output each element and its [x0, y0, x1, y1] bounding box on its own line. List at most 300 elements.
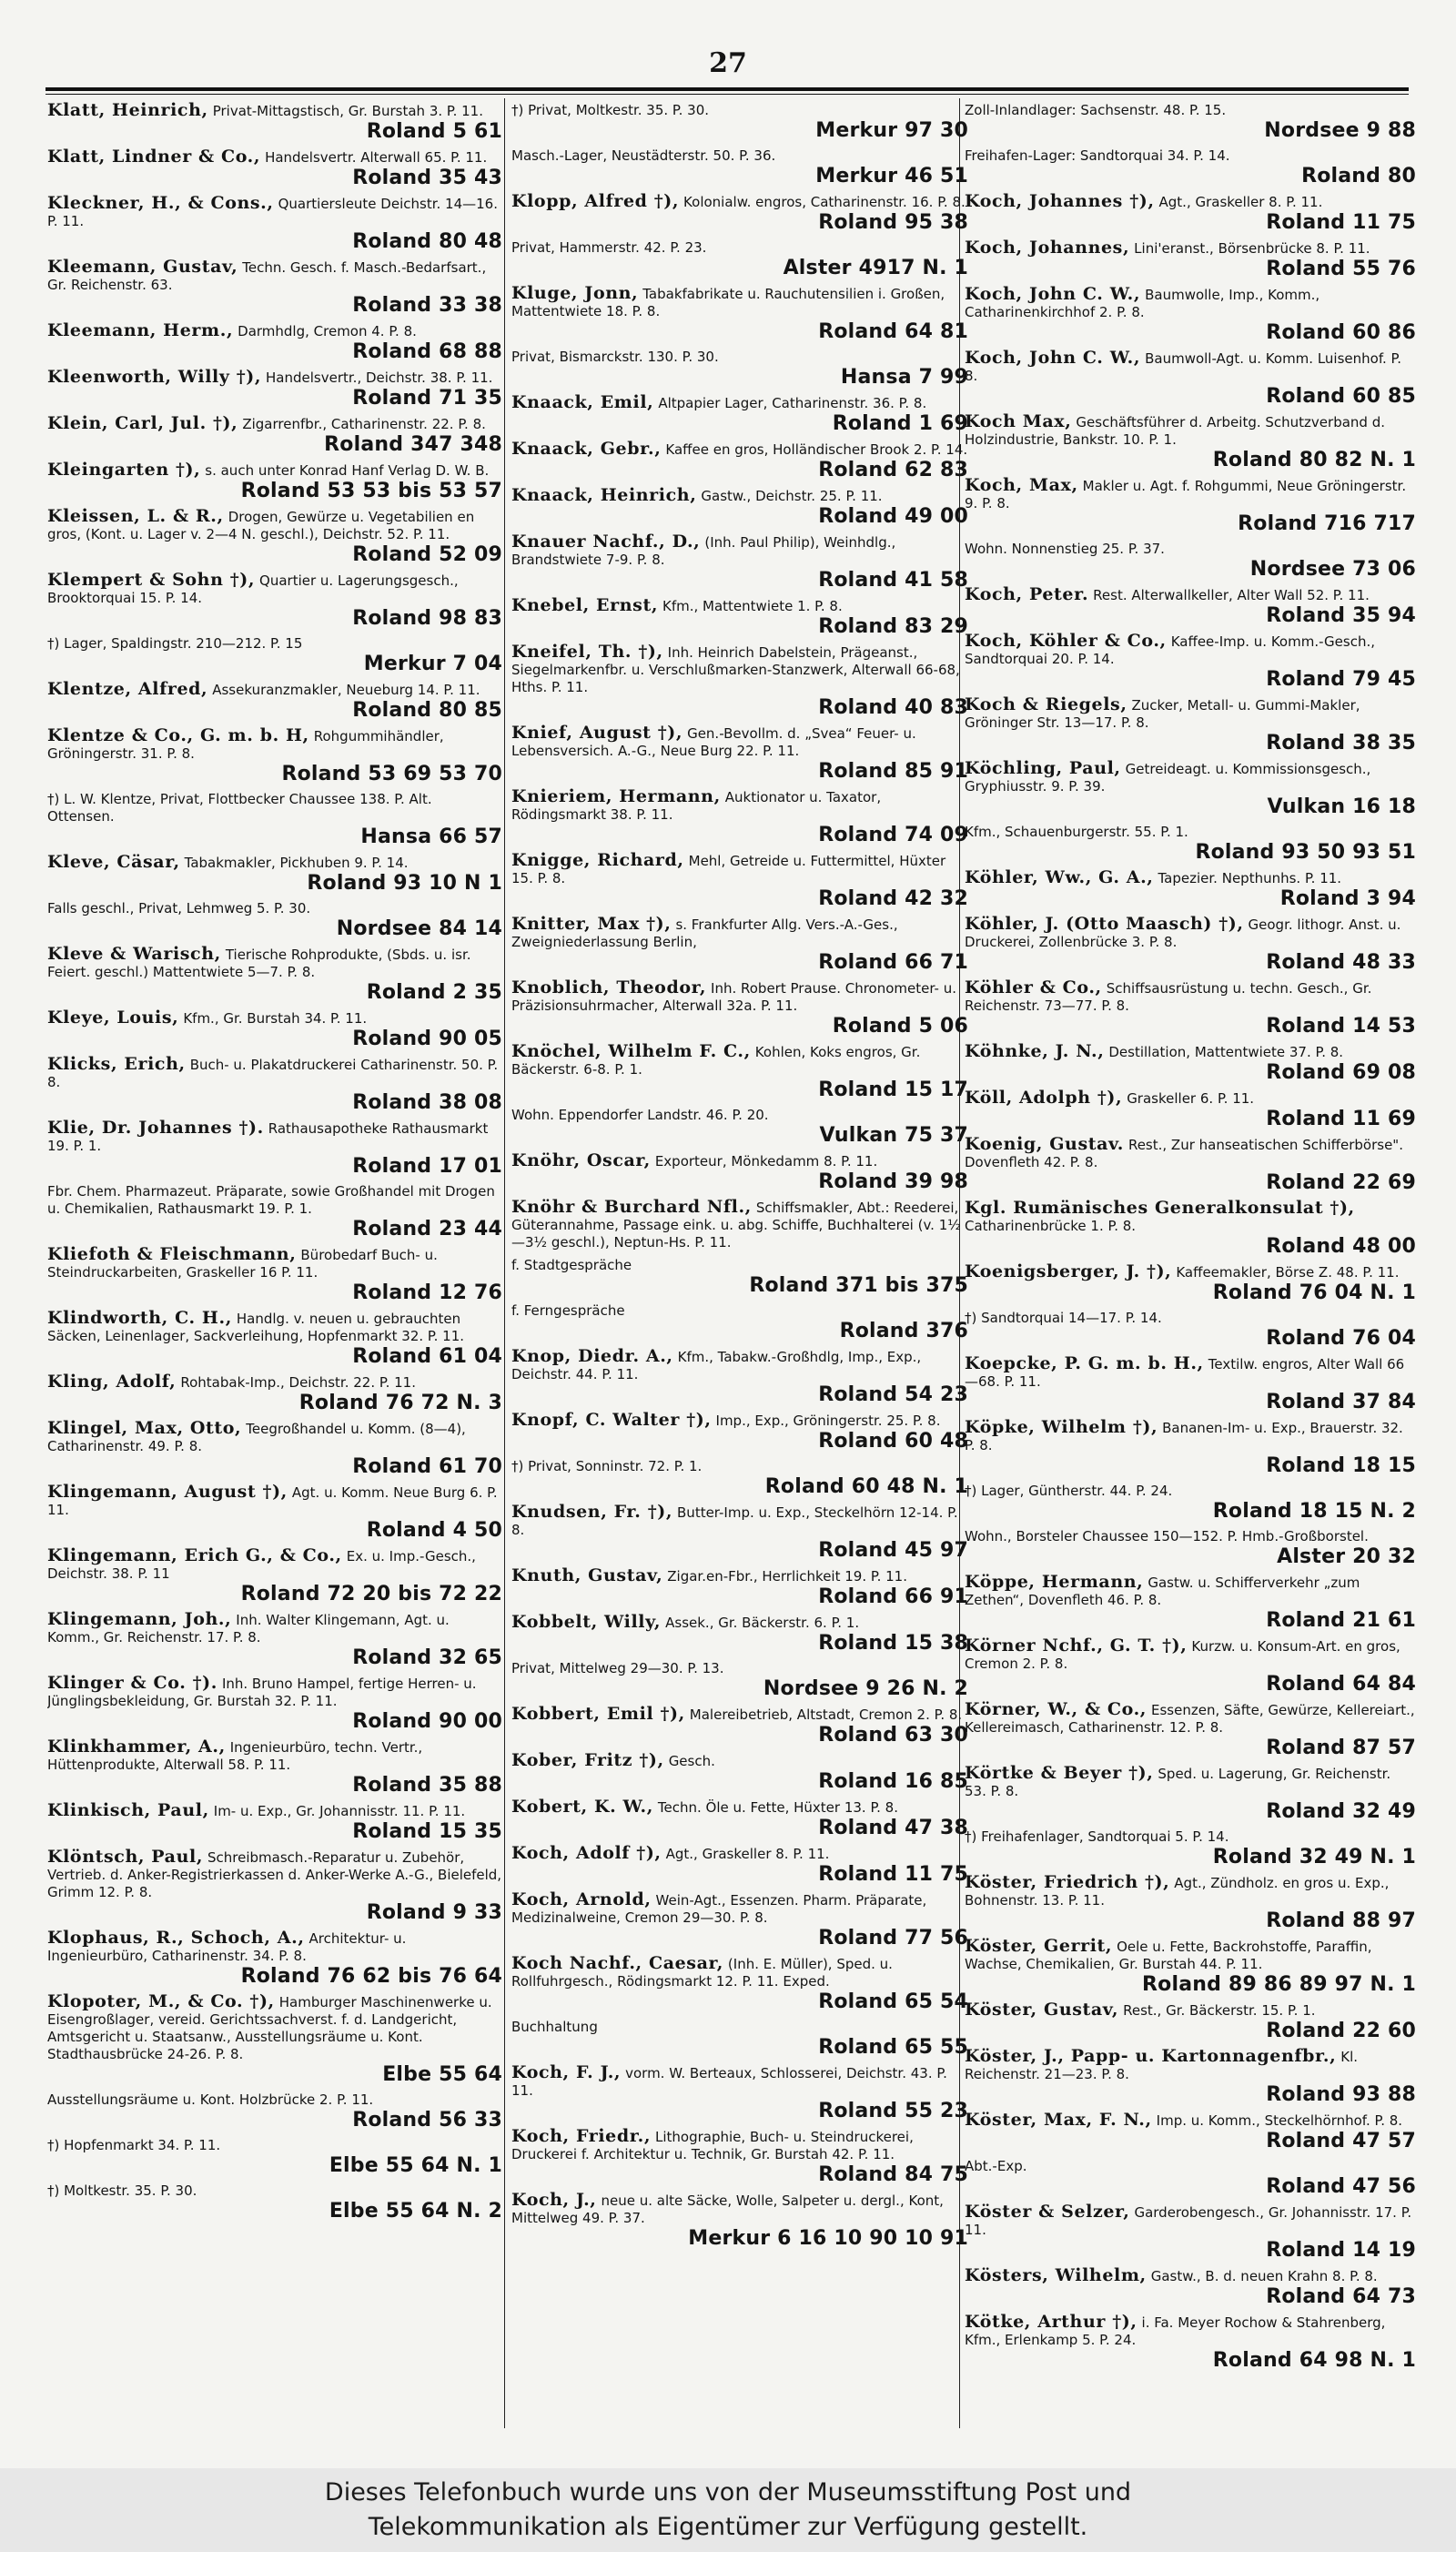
column-3: [965, 102, 1416, 2432]
phone-number: Roland 60 86: [1266, 321, 1416, 344]
entry-name: Koch, Max,: [965, 475, 1078, 495]
entry-name: Klinkisch, Paul,: [47, 1800, 209, 1820]
entry-details: Agt., Graskeller 8. P. 11.: [1158, 194, 1323, 210]
entry-line: [47, 1802, 502, 1820]
directory-entry: [965, 2203, 1416, 2262]
entry-details: Garderobengesch., Gr. Johannisstr. 17. P. 11.: [965, 2204, 1412, 2238]
phone-number: Roland 74 09: [818, 824, 968, 846]
phone-number: Roland 66 71: [818, 951, 968, 974]
entry-line: [965, 696, 1416, 732]
phone-number: Roland 347 348: [324, 433, 502, 456]
phone-number: Roland 76 72 N. 3: [298, 1392, 502, 1414]
phone-number: Roland 80 85: [352, 699, 502, 722]
entry-name: Knuth, Gustav,: [511, 1565, 663, 1585]
phone-number: Roland 72 20 bis 72 22: [240, 1583, 502, 1605]
entry-details: Makler u. Agt. f. Rohgummi, Neue Gröningerstr. 9. P. 8.: [965, 478, 1407, 511]
directory-entry: [965, 286, 1416, 344]
entry-line: [965, 1419, 1416, 1454]
entry-line: [965, 477, 1416, 512]
entry-details: Buchhaltung: [511, 2019, 598, 2035]
entry-line: [965, 979, 1416, 1015]
entry-details: Agt., Zündholz. en gros u. Exp., Bohnenstr. 13. P. 11.: [965, 1875, 1390, 1909]
entry-line: [47, 148, 502, 167]
entry-name: Koch, Adolf †),: [511, 1843, 662, 1863]
entry-name: Knoblich, Theodor,: [511, 977, 707, 998]
entry-line: [965, 869, 1416, 887]
directory-entry: [47, 635, 502, 675]
entry-details: Wohn., Borsteler Chaussee 150—152. P. Hmb.-Großborstel.: [965, 1528, 1369, 1544]
directory-entry: [47, 1848, 502, 1924]
entry-name: Köchling, Paul,: [965, 758, 1121, 778]
entry-name: Knieriem, Hermann,: [511, 786, 721, 806]
entry-line: [47, 946, 502, 981]
entry-line: [511, 1660, 968, 1677]
entry-details: †) Freihafenlager, Sandtorquai 5. P. 14.: [965, 1828, 1229, 1845]
entry-details: Assekuranzmakler, Neueburg 14. P. 11.: [212, 682, 480, 698]
entry-name: Klopp, Alfred †),: [511, 191, 680, 211]
phone-number: Roland 88 97: [1266, 1909, 1416, 1932]
phone-number: Roland 90 00: [352, 1710, 502, 1733]
entry-line: [47, 1675, 502, 1710]
entry-line: [47, 1420, 502, 1455]
phone-number: Roland 65 54: [818, 1990, 968, 2013]
phone-number: Roland 66 91: [818, 1585, 968, 1608]
entry-line: [965, 1136, 1416, 1171]
entry-name: Köster, Gerrit,: [965, 1936, 1113, 1956]
entry-line: [511, 2128, 968, 2163]
phone-number: Roland 84 75: [818, 2163, 968, 2186]
phone-number: Roland 80 82 N. 1: [1212, 449, 1416, 471]
phone-number: Roland 12 76: [352, 1281, 502, 1304]
entry-details: Inh. Walter Klingemann, Agt. u. Komm., Gr. Reichenstr. 17. P. 8.: [47, 1612, 450, 1646]
entry-name: Knauer Nachf., D.,: [511, 532, 701, 552]
entry-name: Koch, Peter.: [965, 584, 1089, 604]
entry-line: [47, 1119, 502, 1155]
entry-details: Teegroßhandel u. Komm. (8—4), Catharinenstr. 49. P. 8.: [47, 1421, 466, 1454]
entry-name: Knigge, Richard,: [511, 850, 684, 870]
directory-entry: [47, 1611, 502, 1669]
directory-entry: [965, 1874, 1416, 1932]
entry-line: [47, 1056, 502, 1091]
entry-details: Fbr. Chem. Pharmazeut. Präparate, sowie Großhandel mit Drogen u. Chemikalien, Rathausmarkt 19. P. 1.: [47, 1183, 495, 1217]
entry-line: [511, 724, 968, 760]
phone-number: Roland 32 49 N. 1: [1212, 1846, 1416, 1868]
entry-details: Kolonialw. engros, Catharinenstr. 16. P. 8.: [683, 194, 966, 210]
phone-number: Roland 87 57: [1266, 1737, 1416, 1759]
phone-number: Roland 93 88: [1266, 2083, 1416, 2106]
entry-line: [965, 2001, 1416, 2020]
entry-details: f. Ferngespräche: [511, 1302, 625, 1319]
entry-line: [511, 1845, 968, 1863]
entry-details: †) Hopfenmarkt 34. P. 11.: [47, 2137, 221, 2153]
phone-number: Roland 64 98 N. 1: [1212, 2349, 1416, 2372]
entry-details: Im- u. Exp., Gr. Johannisstr. 11. P. 11.: [213, 1803, 466, 1819]
directory-entry: [965, 586, 1416, 627]
entry-line: [965, 1200, 1416, 1235]
entry-name: Köhler, J. (Otto Maasch) †),: [965, 914, 1244, 934]
directory-entry: [47, 572, 502, 630]
entry-name: Knudsen, Fr. †),: [511, 1502, 673, 1522]
phone-number: Nordsee 73 06: [1249, 558, 1416, 581]
entry-name: Köhler & Co.,: [965, 977, 1102, 998]
entry-line: [511, 239, 968, 257]
entry-name: Knebel, Ernst,: [511, 595, 659, 615]
directory-entry: [965, 979, 1416, 1038]
entry-details: Graskeller 6. P. 11.: [1127, 1090, 1255, 1107]
directory-entry: [47, 2137, 502, 2177]
entry-details: Zigar.en-Fbr., Herrlichkeit 19. P. 11.: [667, 1568, 907, 1585]
directory-entry: [965, 413, 1416, 471]
directory-entry: [965, 1355, 1416, 1413]
phone-number: Roland 47 56: [1266, 2175, 1416, 2198]
phone-number: Roland 60 48 N. 1: [764, 1475, 968, 1498]
entry-line: [965, 1310, 1416, 1327]
phone-number: Roland 5 61: [366, 120, 502, 143]
entry-line: [965, 1874, 1416, 1909]
phone-number: Roland 69 08: [1266, 1061, 1416, 1084]
directory-entry: [511, 1845, 968, 1886]
entry-details: Catharinenbrücke 1. P. 8.: [965, 1218, 1137, 1234]
entry-line: [47, 1547, 502, 1583]
phone-number: Elbe 55 64 N. 1: [329, 2154, 502, 2177]
directory-entry: [965, 1938, 1416, 1996]
phone-number: Roland 32 65: [352, 1646, 502, 1669]
entry-details: Privat, Mittelweg 29—30. P. 13.: [511, 1660, 724, 1676]
directory-entry: [965, 760, 1416, 818]
entry-line: [511, 979, 968, 1015]
entry-line: [511, 1752, 968, 1770]
phone-number: Nordsee 84 14: [336, 917, 502, 940]
entry-line: [511, 1107, 968, 1124]
entry-details: Rathausapotheke Rathausmarkt 19. P. 1.: [47, 1120, 489, 1154]
phone-number: Merkur 97 30: [815, 119, 968, 142]
entry-name: Klingemann, Joh.,: [47, 1609, 232, 1629]
entry-line: [965, 824, 1416, 841]
directory-entry: [47, 1056, 502, 1114]
entry-name: Kneifel, Th. †),: [511, 642, 663, 662]
entry-line: [47, 1611, 502, 1646]
entry-line: [965, 1938, 1416, 1973]
directory-entry: [511, 2192, 968, 2250]
entry-details: Destillation, Mattentwiete 37. P. 8.: [1108, 1044, 1344, 1060]
phone-number: Roland 56 33: [352, 2109, 502, 2132]
phone-number: Roland 22 60: [1266, 2020, 1416, 2042]
entry-details: †) Sandtorquai 14—17. P. 14.: [965, 1310, 1162, 1326]
entry-name: Klatt, Heinrich,: [47, 102, 208, 120]
entry-details: Lini'eranst., Börsenbrücke 8. P. 11.: [1134, 240, 1370, 257]
directory-entry: [511, 1348, 968, 1406]
entry-line: [47, 900, 502, 917]
entry-line: [965, 586, 1416, 604]
entry-details: Drogen, Gewürze u. Vegetabilien en gros, (Kont. u. Lager v. 2—4 N. geschl.), Deichstr. 52. P. 11.: [47, 509, 475, 542]
phone-number: Roland 48 00: [1266, 1235, 1416, 1258]
entry-name: Köpke, Wilhelm †),: [965, 1417, 1158, 1437]
phone-number: Roland 76 62 bis 76 64: [240, 1965, 502, 1988]
entry-name: Köppe, Hermann,: [965, 1572, 1144, 1592]
directory-entry: [47, 1119, 502, 1178]
entry-name: Klinkhammer, A.,: [47, 1737, 226, 1757]
entry-details: Falls geschl., Privat, Lehmweg 5. P. 30.: [47, 900, 311, 916]
entry-line: [965, 1528, 1416, 1545]
header-rule: [46, 87, 1409, 91]
phone-number: Roland 11 75: [818, 1863, 968, 1886]
entry-line: [47, 727, 502, 763]
directory-entry: [47, 102, 502, 143]
entry-name: Köster & Selzer,: [965, 2202, 1130, 2222]
entry-name: Koch, John C. W.,: [965, 348, 1141, 368]
entry-details: Inh. Bruno Hampel, fertige Herren- u. Jünglingsbekleidung, Gr. Burstah 32. P. 11.: [47, 1676, 477, 1709]
entry-name: Klatt, Lindner & Co.,: [47, 147, 261, 167]
entry-details: Freihafen-Lager: Sandtorquai 34. P. 14.: [965, 147, 1230, 164]
entry-name: Kobbelt, Willy,: [511, 1612, 662, 1632]
entry-line: [965, 2203, 1416, 2239]
directory-entry: [47, 1310, 502, 1368]
entry-details: Kaffeemakler, Börse Z. 48. P. 11.: [1176, 1264, 1400, 1281]
entry-line: [965, 147, 1416, 165]
phone-number: Roland 83 29: [818, 615, 968, 638]
entry-details: Bananen-Im- u. Exp., Brauerstr. 32. P. 8.: [965, 1420, 1403, 1453]
entry-details: Schiffsausrüstung u. techn. Gesch., Gr. Reichenstr. 73—77. P. 8.: [965, 980, 1372, 1014]
directory-entry: [47, 900, 502, 940]
entry-details: Sped. u. Lagerung, Gr. Reichenstr. 53. P. 8.: [965, 1766, 1391, 1799]
entry-name: Klentze & Co., G. m. b. H,: [47, 725, 309, 745]
directory-entry: [47, 1009, 502, 1050]
directory-entry: [511, 441, 968, 481]
directory-entry: [47, 322, 502, 363]
entry-name: Koch, Johannes,: [965, 238, 1130, 258]
entry-line: [511, 1257, 968, 1274]
entry-details: Inh. Heinrich Dabelstein, Prägeanst., Siegelmarkenfbr. u. Verschlußmarken-Stanzwerk, Alterwall 66-68, Hths. P. 11.: [511, 644, 960, 695]
header-rule-thin: [46, 94, 1409, 95]
phone-number: Roland 23 44: [352, 1218, 502, 1241]
directory-entry: [47, 1484, 502, 1542]
phone-number: Roland 9 33: [366, 1901, 502, 1924]
phone-number: Hansa 7 99: [840, 366, 968, 389]
entry-details: Zigarrenfbr., Catharinenstr. 22. P. 8.: [242, 416, 486, 432]
phone-number: Roland 1 69: [832, 412, 968, 435]
entry-details: i. Fa. Meyer Rochow & Stahrenberg, Kfm., Erlenkamp 5. P. 24.: [965, 2314, 1386, 2348]
entry-name: Knaack, Heinrich,: [511, 485, 697, 505]
entry-name: Koenig, Gustav.: [965, 1134, 1124, 1154]
entry-details: †) Lager, Spaldingstr. 210—212. P. 15: [47, 635, 303, 652]
phone-number: Roland 33 38: [352, 294, 502, 317]
directory-entry: [965, 1528, 1416, 1568]
phone-number: Merkur 7 04: [363, 653, 502, 675]
entry-name: Kleve & Warisch,: [47, 944, 221, 964]
entry-name: Kleenworth, Willy †),: [47, 367, 262, 387]
directory-entry: [511, 1043, 968, 1101]
directory-entry: [47, 1420, 502, 1478]
entry-name: Körtke & Beyer †),: [965, 1763, 1154, 1783]
entry-details: Altpapier Lager, Catharinenstr. 36. P. 8.: [658, 395, 927, 411]
phone-number: Roland 3 94: [1279, 887, 1416, 910]
phone-number: Roland 18 15: [1266, 1454, 1416, 1477]
phone-number: Roland 371 bis 375: [749, 1274, 968, 1297]
entry-details: Handelsvertr. Alterwall 65. P. 11.: [265, 149, 488, 166]
phone-number: Roland 11 69: [1266, 1108, 1416, 1130]
footer-line-2: Telekommunikation als Eigentümer zur Verfügung gestellt.: [368, 2513, 1088, 2541]
directory-entry: [511, 147, 968, 187]
directory-entry: [965, 1089, 1416, 1130]
directory-entry: [511, 1107, 968, 1147]
entry-details: Ingenieurbüro, techn. Vertr., Hüttenprodukte, Alterwall 58. P. 11.: [47, 1739, 423, 1773]
entry-line: [511, 1504, 968, 1539]
entry-details: †) Privat, Moltkestr. 35. P. 30.: [511, 102, 710, 118]
entry-line: [47, 572, 502, 607]
entry-line: [47, 1009, 502, 1028]
entry-details: Lithographie, Buch- u. Steindruckerei, Druckerei f. Architektur u. Technik, Gr. Burstah 42. P. 11.: [511, 2129, 914, 2162]
phone-number: Roland 95 38: [818, 211, 968, 234]
entry-line: [965, 2158, 1416, 2175]
entry-details: Architektur- u. Ingenieurbüro, Catharinenstr. 34. P. 8.: [47, 1930, 407, 1964]
entry-name: Köster, Friedrich †),: [965, 1872, 1170, 1892]
entry-name: Klöntsch, Paul,: [47, 1847, 204, 1867]
phone-number: Roland 15 38: [818, 1632, 968, 1655]
entry-name: Koch, Köhler & Co.,: [965, 631, 1167, 651]
directory-entry: [47, 791, 502, 848]
phone-number: Roland 76 04: [1266, 1327, 1416, 1350]
directory-entry: [965, 2001, 1416, 2042]
directory-entry: [47, 148, 502, 189]
phone-number: Roland 32 49: [1266, 1800, 1416, 1823]
directory-entry: [965, 824, 1416, 864]
directory-entry: [511, 979, 968, 1038]
entry-details: Rest. Alterwallkeller, Alter Wall 52. P. 11.: [1093, 587, 1370, 603]
phone-number: Roland 37 84: [1266, 1391, 1416, 1413]
entry-name: Kluge, Jonn,: [511, 283, 639, 303]
entry-details: Tapezier. Nepthunhs. P. 11.: [1158, 870, 1342, 886]
entry-name: Köhler, Ww., G. A.,: [965, 867, 1154, 887]
directory-entry: [47, 1802, 502, 1843]
entry-details: Tabakfabrikate u. Rauchutensilien i. Großen, Mattentwiete 18. P. 8.: [511, 286, 945, 319]
phone-number: Roland 41 58: [818, 569, 968, 592]
entry-line: [511, 394, 968, 412]
entry-name: Kobbert, Emil †),: [511, 1704, 685, 1724]
entry-line: [47, 1993, 502, 2063]
entry-line: [965, 286, 1416, 321]
entry-details: Auktionator u. Taxator, Rödingsmarkt 38. P. 11.: [511, 789, 882, 823]
entry-details: Textilw. engros, Alter Wall 66—68. P. 11.: [965, 1356, 1405, 1390]
entry-line: [511, 852, 968, 887]
entry-line: [511, 788, 968, 824]
entry-line: [965, 413, 1416, 449]
phone-number: Roland 21 61: [1266, 1609, 1416, 1632]
entry-name: Köster, J., Papp- u. Kartonnagenfbr.,: [965, 2046, 1337, 2066]
directory-entry: [511, 1614, 968, 1655]
entry-details: Wein-Agt., Essenzen. Pharm. Präparate, Medizinalweine, Cremon 29—30. P. 8.: [511, 1892, 927, 1926]
entry-name: Knöchel, Wilhelm F. C.,: [511, 1041, 751, 1061]
entry-name: Kleye, Louis,: [47, 1008, 179, 1028]
directory-entry: [965, 2048, 1416, 2106]
phone-number: Roland 60 85: [1266, 385, 1416, 408]
directory-entry: [965, 239, 1416, 280]
entry-line: [47, 2182, 502, 2200]
entry-line: [511, 1955, 968, 1990]
entry-name: Knitter, Max †),: [511, 914, 672, 934]
entry-name: Kling, Adolf,: [47, 1372, 177, 1392]
entry-name: Koch Max,: [965, 411, 1072, 431]
entry-details: Wohn. Eppendorfer Landstr. 46. P. 20.: [511, 1107, 769, 1123]
entry-line: [511, 1152, 968, 1170]
phone-number: Roland 35 43: [352, 167, 502, 189]
entry-line: [511, 1199, 968, 1251]
phone-number: Roland 53 69 53 70: [281, 763, 502, 785]
entry-line: [965, 1263, 1416, 1281]
entry-details: s. Frankfurter Allg. Vers.-A.-Ges., Zweigniederlassung Berlin,: [511, 916, 898, 950]
entry-details: Buch- u. Plakatdruckerei Catharinenstr. 50. P. 8.: [47, 1057, 499, 1090]
entry-name: Kleemann, Gustav,: [47, 257, 238, 277]
phone-number: Roland 35 94: [1266, 604, 1416, 627]
directory-entry: [47, 369, 502, 410]
entry-details: †) Lager, Güntherstr. 44. P. 24.: [965, 1483, 1173, 1499]
directory-entry: [511, 1891, 968, 1949]
entry-line: [965, 2267, 1416, 2285]
phone-number: Elbe 55 64: [382, 2063, 502, 2086]
entry-line: [47, 1848, 502, 1901]
entry-details: Inh. Robert Prause. Chronometer- u. Präzisionsuhrmacher, Alterwall 32a. P. 11.: [511, 980, 957, 1014]
entry-name: Kobert, K. W.,: [511, 1797, 653, 1817]
entry-name: Kleemann, Herm.,: [47, 320, 234, 340]
entry-details: Geogr. lithogr. Anst. u. Druckerei, Zollenbrücke 3. P. 8.: [965, 916, 1401, 950]
entry-line: [47, 1246, 502, 1281]
entry-details: Gesch.: [668, 1753, 715, 1769]
directory-entry: [965, 1310, 1416, 1350]
directory-entry: [511, 1412, 968, 1453]
entry-details: (Inh. Paul Philip), Weinhdlg., Brandstwiete 7-9. P. 8.: [511, 534, 896, 568]
entry-line: [47, 2091, 502, 2109]
directory-entry: [965, 2267, 1416, 2308]
directory-entry: [965, 1043, 1416, 1084]
entry-line: [47, 1929, 502, 1965]
directory-entry: [511, 1458, 968, 1498]
entry-name: Koepcke, P. G. m. b. H.,: [965, 1353, 1204, 1373]
phone-number: Roland 68 88: [352, 340, 502, 363]
entry-name: Köster, Max, F. N.,: [965, 2110, 1152, 2130]
entry-line: [511, 102, 968, 119]
entry-details: Masch.-Lager, Neustädterstr. 50. P. 36.: [511, 147, 776, 164]
entry-details: Mehl, Getreide u. Futtermittel, Hüxter 15. P. 8.: [511, 853, 946, 886]
entry-line: [965, 2314, 1416, 2349]
directory-entry: [965, 1828, 1416, 1868]
directory-entry: [511, 1706, 968, 1747]
entry-line: [965, 1483, 1416, 1500]
entry-details: Kohlen, Koks engros, Gr. Bäckerstr. 6-8. P. 1.: [511, 1044, 921, 1078]
entry-name: Klingemann, August †),: [47, 1482, 288, 1502]
phone-number: Roland 52 09: [352, 543, 502, 566]
entry-line: [47, 1373, 502, 1392]
entry-name: Koch & Riegels,: [965, 694, 1127, 714]
entry-details: †) Privat, Sonninstr. 72. P. 1.: [511, 1458, 703, 1474]
phone-number: Roland 93 50 93 51: [1195, 841, 1416, 864]
entry-line: [965, 1765, 1416, 1800]
entry-line: [965, 1574, 1416, 1609]
entry-line: [965, 760, 1416, 795]
directory-entry: [965, 2111, 1416, 2152]
entry-line: [47, 102, 502, 120]
directory-entry: [965, 102, 1416, 142]
directory-entry: [47, 508, 502, 566]
entry-line: [511, 441, 968, 459]
entry-line: [965, 916, 1416, 951]
directory-entry: [965, 696, 1416, 754]
phone-number: Roland 89 86 89 97 N. 1: [1142, 1973, 1416, 1996]
directory-entry: [511, 724, 968, 783]
phone-number: Roland 14 19: [1266, 2239, 1416, 2262]
directory-entry: [511, 1257, 968, 1297]
phone-number: Roland 4 50: [366, 1519, 502, 1542]
entry-line: [511, 1798, 968, 1817]
directory-entry: [965, 1136, 1416, 1194]
